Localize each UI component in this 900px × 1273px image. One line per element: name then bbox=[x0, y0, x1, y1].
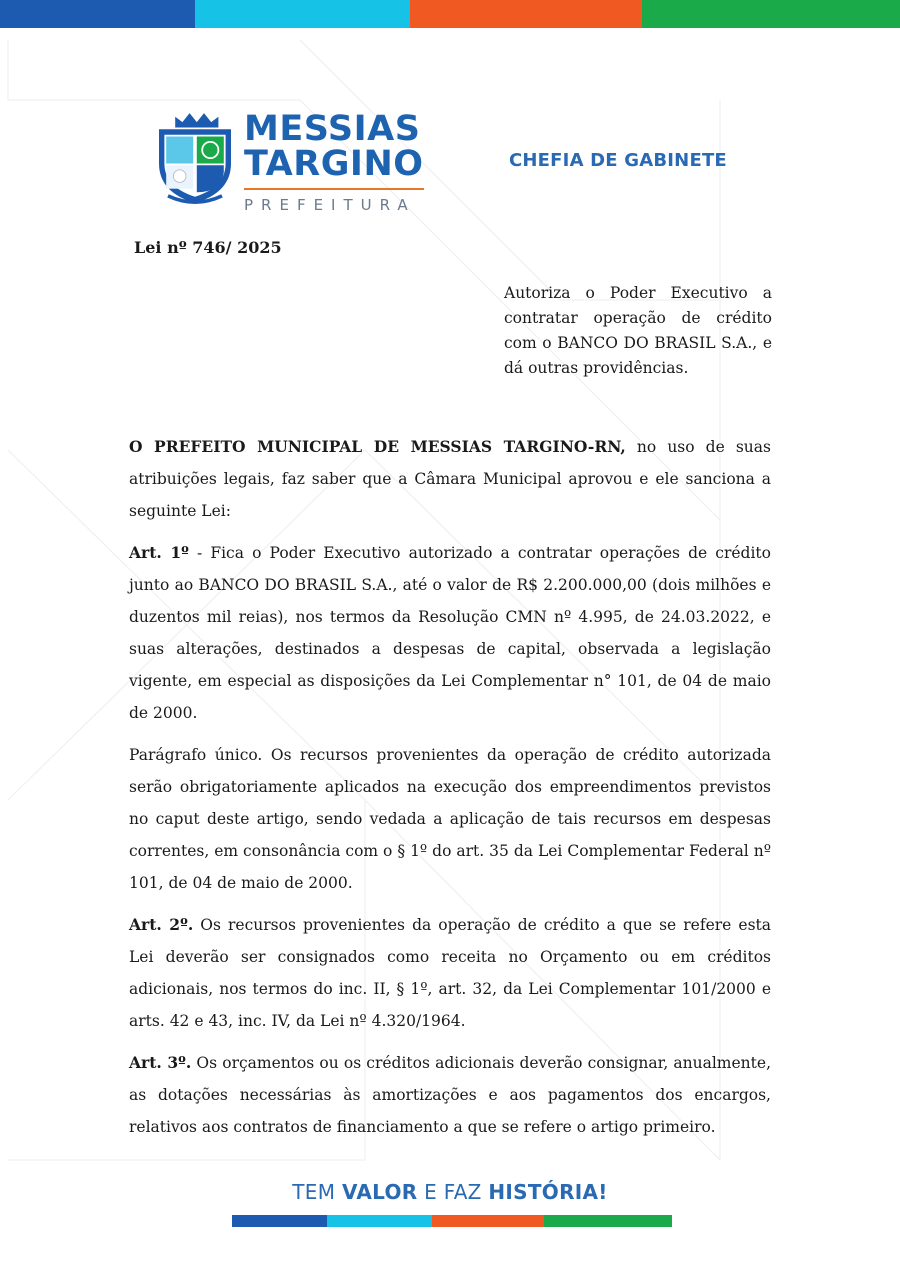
article-3-label: Art. 3º. bbox=[129, 1053, 192, 1072]
bottom-bar-cyan-segment bbox=[327, 1215, 432, 1227]
brand-subtitle: PREFEITURA bbox=[244, 196, 416, 214]
preamble-bold: O PREFEITO MUNICIPAL DE MESSIAS TARGINO-RN, bbox=[129, 437, 626, 456]
article-3 bbox=[129, 1047, 771, 1143]
law-number: Lei nº 746/ 2025 bbox=[134, 238, 282, 257]
preamble-paragraph bbox=[129, 431, 771, 527]
slogan-part-2: VALOR bbox=[341, 1180, 418, 1204]
bottom-bar-blue-segment bbox=[232, 1215, 327, 1227]
slogan-part-3: E FAZ bbox=[417, 1180, 489, 1204]
slogan-part-4: HISTÓRIA! bbox=[488, 1180, 608, 1204]
brand-name-line1: MESSIAS bbox=[244, 109, 421, 149]
article-3-text: Os orçamentos ou os créditos adicionais deverão consignar, anualmente, as dotações necessárias às amortizações e aos pagamentos dos encargos, relativos aos contratos de financiamento a que se refere o artigo primeiro. bbox=[129, 1054, 771, 1136]
top-color-bar bbox=[0, 0, 900, 28]
article-1-label: Art. 1º bbox=[129, 543, 189, 562]
footer-slogan bbox=[0, 1180, 900, 1204]
slogan-part-1: TEM bbox=[292, 1180, 342, 1204]
law-summary: Autoriza o Poder Executivo a contratar operação de crédito com o BANCO DO BRASIL S.A., e dá outras providências. bbox=[504, 284, 772, 377]
brand-divider bbox=[244, 188, 424, 190]
bottom-bar-orange-segment bbox=[432, 1215, 544, 1227]
coat-of-arms-logo bbox=[150, 104, 240, 214]
top-bar-cyan-segment bbox=[195, 0, 410, 28]
article-1 bbox=[129, 537, 771, 729]
article-2 bbox=[129, 909, 771, 1037]
bottom-color-bar bbox=[232, 1215, 672, 1227]
law-body bbox=[129, 431, 771, 1153]
department-title: CHEFIA DE GABINETE bbox=[509, 150, 727, 171]
article-2-label: Art. 2º. bbox=[129, 915, 194, 934]
top-bar-blue-segment bbox=[0, 0, 195, 28]
top-bar-orange-segment bbox=[410, 0, 642, 28]
crown-icon bbox=[175, 113, 218, 127]
bottom-bar-green-segment bbox=[544, 1215, 672, 1227]
top-bar-green-segment bbox=[642, 0, 900, 28]
sole-paragraph: Parágrafo único. Os recursos provenientes da operação de crédito autorizada serão obrigatoriamente aplicados na execução dos empreendimentos previstos no caput deste artigo, sendo vedada a aplicação de tais recursos em despesas correntes, em consonância com o § 1º do art. 35 da Lei Complementar Federal nº 101, de 04 de maio de 2000. bbox=[129, 746, 771, 892]
brand-block bbox=[244, 109, 424, 214]
article-1-text: - Fica o Poder Executivo autorizado a contratar operações de crédito junto ao BANCO DO BRASIL S.A., até o valor de R$ 2.200.000,00 (dois milhões e duzentos mil reias), nos termos da Resolução CMN nº 4.995, de 24.03.2022, e suas alterações, destinados a despesas de capital, observada a legislação vigente, em especial as disposições da Lei Complementar n° 101, de 04 de maio de 2000. bbox=[129, 544, 771, 722]
brand-name-line2: TARGINO bbox=[244, 144, 424, 184]
article-2-text: Os recursos provenientes da operação de crédito a que se refere esta Lei deverão ser consignados como receita no Orçamento ou em créditos adicionais, nos termos do inc. II, § 1º, art. 32, da Lei Complementar 101/2000 e arts. 42 e 43, inc. IV, da Lei nº 4.320/1964. bbox=[129, 916, 771, 1030]
preamble-text: no uso de suas atribuições legais, faz saber que a Câmara Municipal aprovou e ele sanciona a seguinte Lei: bbox=[129, 438, 771, 520]
